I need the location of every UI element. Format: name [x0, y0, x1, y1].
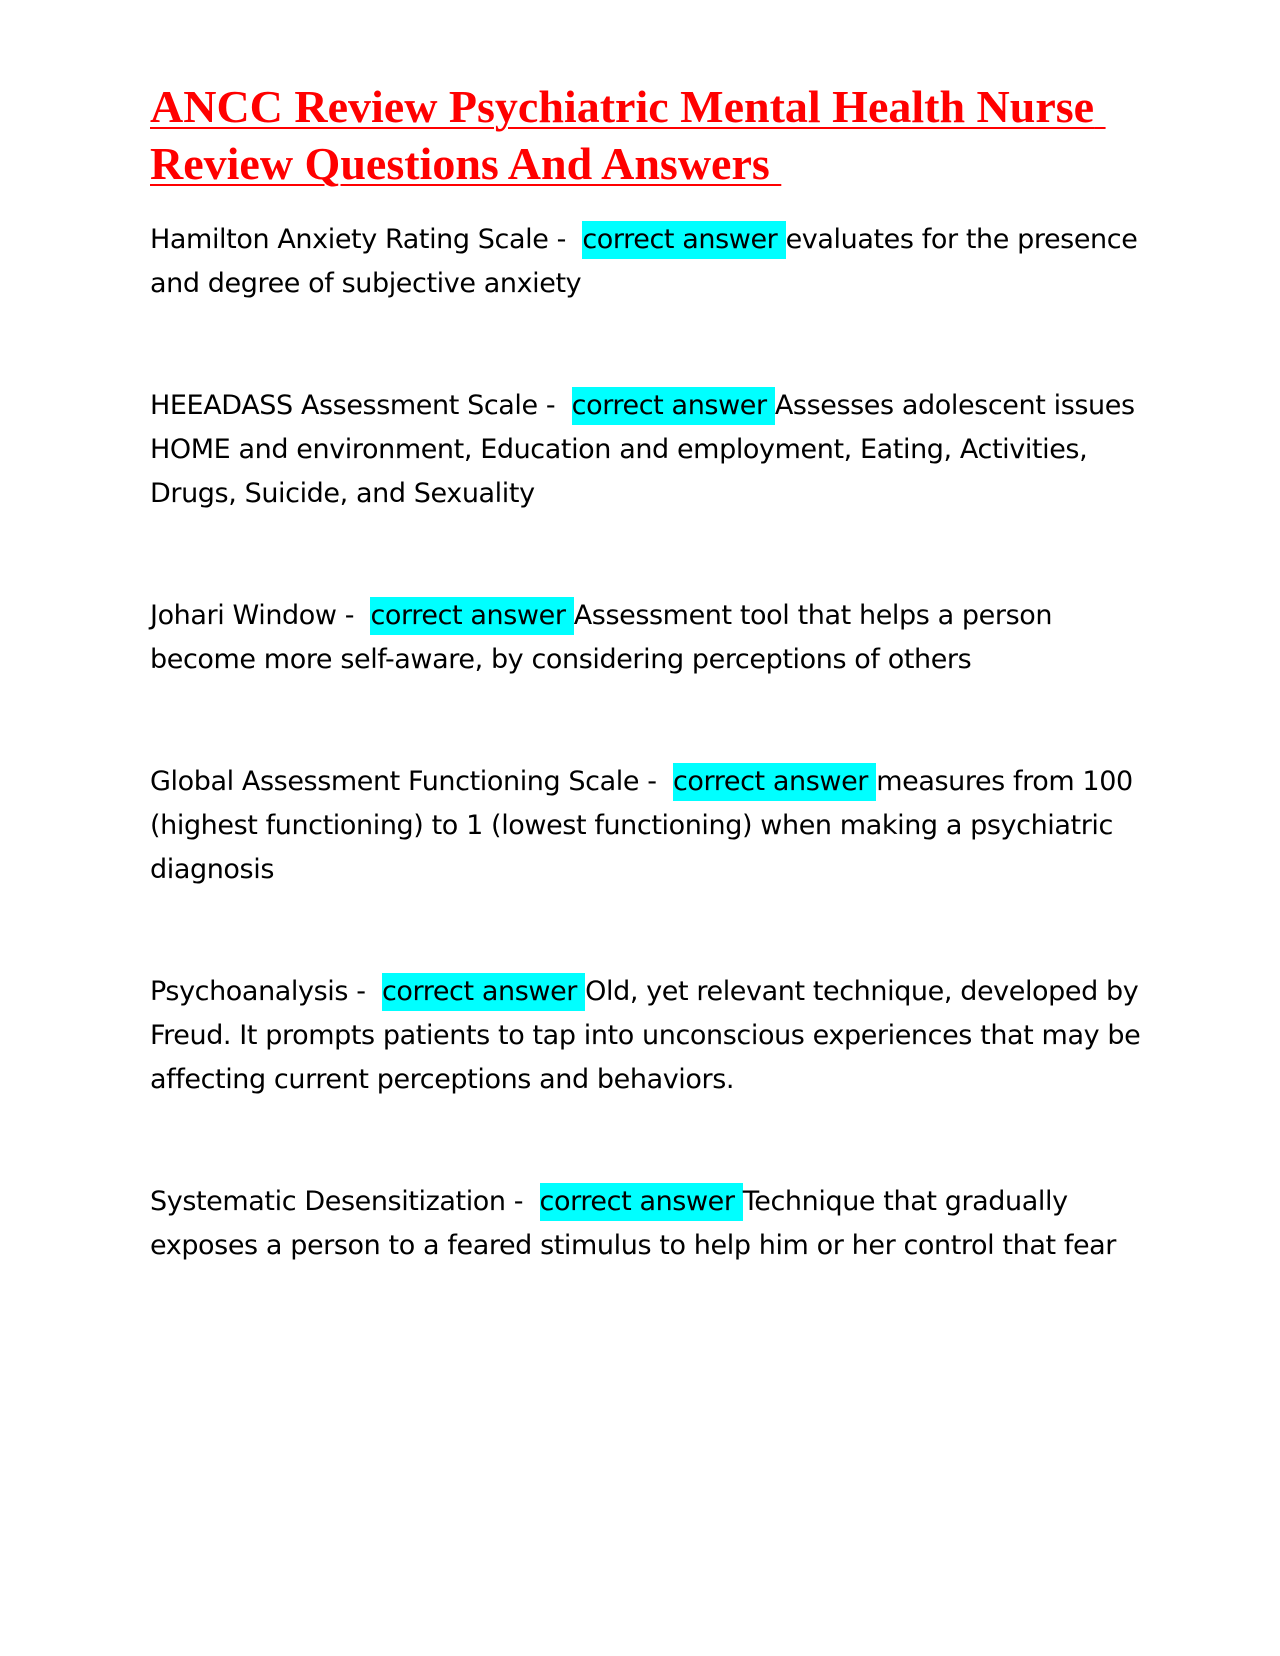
qa-entry-johari: [150, 594, 1150, 682]
answer-definition: Assessment tool that helps a person become more self-aware, by considering perceptions of others: [150, 600, 1053, 675]
qa-entry-systematic-desensitization: [150, 1180, 1150, 1268]
answer-definition: Assesses adolescent issues HOME and environment, Education and employment, Eating, Activities, Drugs, Suicide, and Sexuality: [150, 390, 1135, 509]
question-term: Psychoanalysis -: [150, 976, 382, 1007]
correct-answer-marker: correct answer: [540, 1183, 743, 1221]
answer-definition: measures from 100 (highest functioning) to 1 (lowest functioning) when making a psychiatric diagnosis: [150, 766, 1133, 885]
question-term: HEEADASS Assessment Scale -: [150, 390, 572, 421]
question-term: Johari Window -: [150, 600, 371, 631]
document-page: [150, 78, 1150, 1268]
qa-entry-heeadass: [150, 384, 1150, 516]
answer-definition: Old, yet relevant technique, developed by Freud. It prompts patients to tap into unconscious experiences that may be affecting current perceptions and behaviors.: [150, 976, 1141, 1095]
correct-answer-marker: correct answer: [382, 973, 585, 1011]
qa-entry-psychoanalysis: [150, 970, 1150, 1102]
question-term: Systematic Desensitization -: [150, 1186, 540, 1217]
qa-entry-hamilton: [150, 218, 1150, 306]
question-term: Hamilton Anxiety Rating Scale -: [150, 224, 583, 255]
correct-answer-marker: correct answer: [673, 763, 876, 801]
correct-answer-marker: correct answer: [370, 597, 573, 635]
answer-definition: Technique that gradually exposes a person to a feared stimulus to help him or her control that fear: [150, 1186, 1116, 1261]
question-term: Global Assessment Functioning Scale -: [150, 766, 673, 797]
document-title: ANCC Review Psychiatric Mental Health Nurse Review Questions And Answers: [150, 81, 1106, 189]
answer-definition: evaluates for the presence and degree of subjective anxiety: [150, 224, 1138, 299]
qa-entry-global-assessment: [150, 760, 1150, 892]
correct-answer-marker: correct answer: [582, 221, 785, 259]
correct-answer-marker: correct answer: [572, 387, 775, 425]
